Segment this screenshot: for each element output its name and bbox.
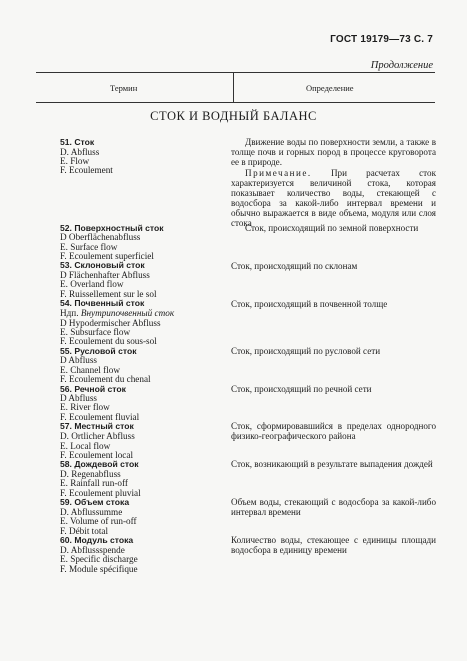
table-top-rule [36,72,435,73]
continuation-label: Продолжение [370,60,433,71]
column-separator [233,72,234,102]
term-de: D Abfluss [60,393,98,403]
term-de: D. Abflussspende [60,545,125,555]
term-en: E. Local flow [60,441,111,451]
term-de: D. Abflussumme [60,507,123,517]
definition-54: Сток, происходящий в почвенной толще [231,299,388,309]
term-ndp [60,308,174,318]
term-en: E. Channel flow [60,365,120,375]
note-label: Примечание. [245,168,312,178]
term-de: D Oberflächenabfluss [60,232,141,242]
definition-60: Количество воды, стекающее с единицы площади водосбора в единицу времени [231,535,436,555]
term-fr: F. Ecoulement local [60,450,133,460]
term-en: E. Specific discharge [60,554,138,564]
definition-58: Сток, возникающий в результате выпадения дождей [231,459,433,469]
term-de: D. Ortlicher Abfluss [60,431,135,441]
term-title: 54. Почвенный сток [60,298,145,308]
doc-reference: ГОСТ 19179—73 С. 7 [330,34,433,45]
term-en: E. Flow [60,156,90,166]
term-fr: F. Débit total [60,526,109,536]
ndp-prefix: Ндп. [60,308,79,318]
definition-59: Объем воды, стекающий с водосбора за какой-либо интервал времени [231,497,436,517]
term-title: 57. Местный сток [60,421,134,431]
definition-52: Сток, происходящий по земной поверхности [245,223,419,233]
column-header-definition: Определение [306,83,354,93]
term-fr: F. Ecoulement pluvial [60,488,141,498]
term-fr: F. Ecoulement fluvial [60,412,140,422]
term-en: E. Subsurface flow [60,327,131,337]
term-fr: F. Ecoulement du chenal [60,374,151,384]
definition-57: Сток, сформировавшийся в пределах однородного физико-географического района [231,421,436,441]
term-de: D. Abfluss [60,147,100,157]
term-title: 59. Объем стока [60,497,130,507]
note-text: При расчетах сток характеризуется величиной стока, которая показывает количество воды, стекающей с водосбора за какой-либо интервал времени и обычно выражается в виде объема, модуля или слоя стока [231,168,436,228]
column-header-term: Термин [110,83,138,93]
term-title: 51. Сток [60,137,95,147]
term-de: D Abfluss [60,355,98,365]
term-en: E. Surface flow [60,242,118,252]
term-de: D Hypodermischer Abfluss [60,318,161,328]
definition-51: Движение воды по поверхности земли, а также в толще почв и горных пород в процессе круговорота ее в природе. [231,137,436,167]
term-fr: F. Module spécifique [60,564,138,574]
term-title: 55. Русловой сток [60,346,137,356]
term-de: D. Regenabfluss [60,469,121,479]
term-en: E. Volume of run-off [60,516,137,526]
term-fr: F. Ecoulement [60,165,113,175]
term-de: D Flächenhafter Abfluss [60,270,150,280]
term-title: 60. Модуль стока [60,535,134,545]
term-en: E. River flow [60,402,110,412]
definition-53: Сток, происходящий по склонам [231,261,358,271]
term-title: 52. Поверхностный сток [60,223,164,233]
term-fr: F. Ruissellement sur le sol [60,289,157,299]
term-title: 56. Речной сток [60,384,126,394]
term-title: 58. Дождевой сток [60,459,139,469]
ndp-term: Внутрипочвенный сток [80,308,175,318]
term-en: E. Rainfall run-off [60,478,128,488]
table-header-rule [36,102,435,103]
term-fr: F. Ecoulement superficiel [60,251,154,261]
definition-51-note [231,168,436,228]
term-fr: F. Ecoulement du sous-sol [60,336,157,346]
term-title: 53. Склоновый сток [60,260,145,270]
term-en: E. Overland flow [60,279,124,289]
definition-56: Сток, происходящий по речной сети [231,384,372,394]
definition-55: Сток, происходящий по русловой сети [231,346,381,356]
section-title: СТОК И ВОДНЫЙ БАЛАНС [150,109,317,123]
